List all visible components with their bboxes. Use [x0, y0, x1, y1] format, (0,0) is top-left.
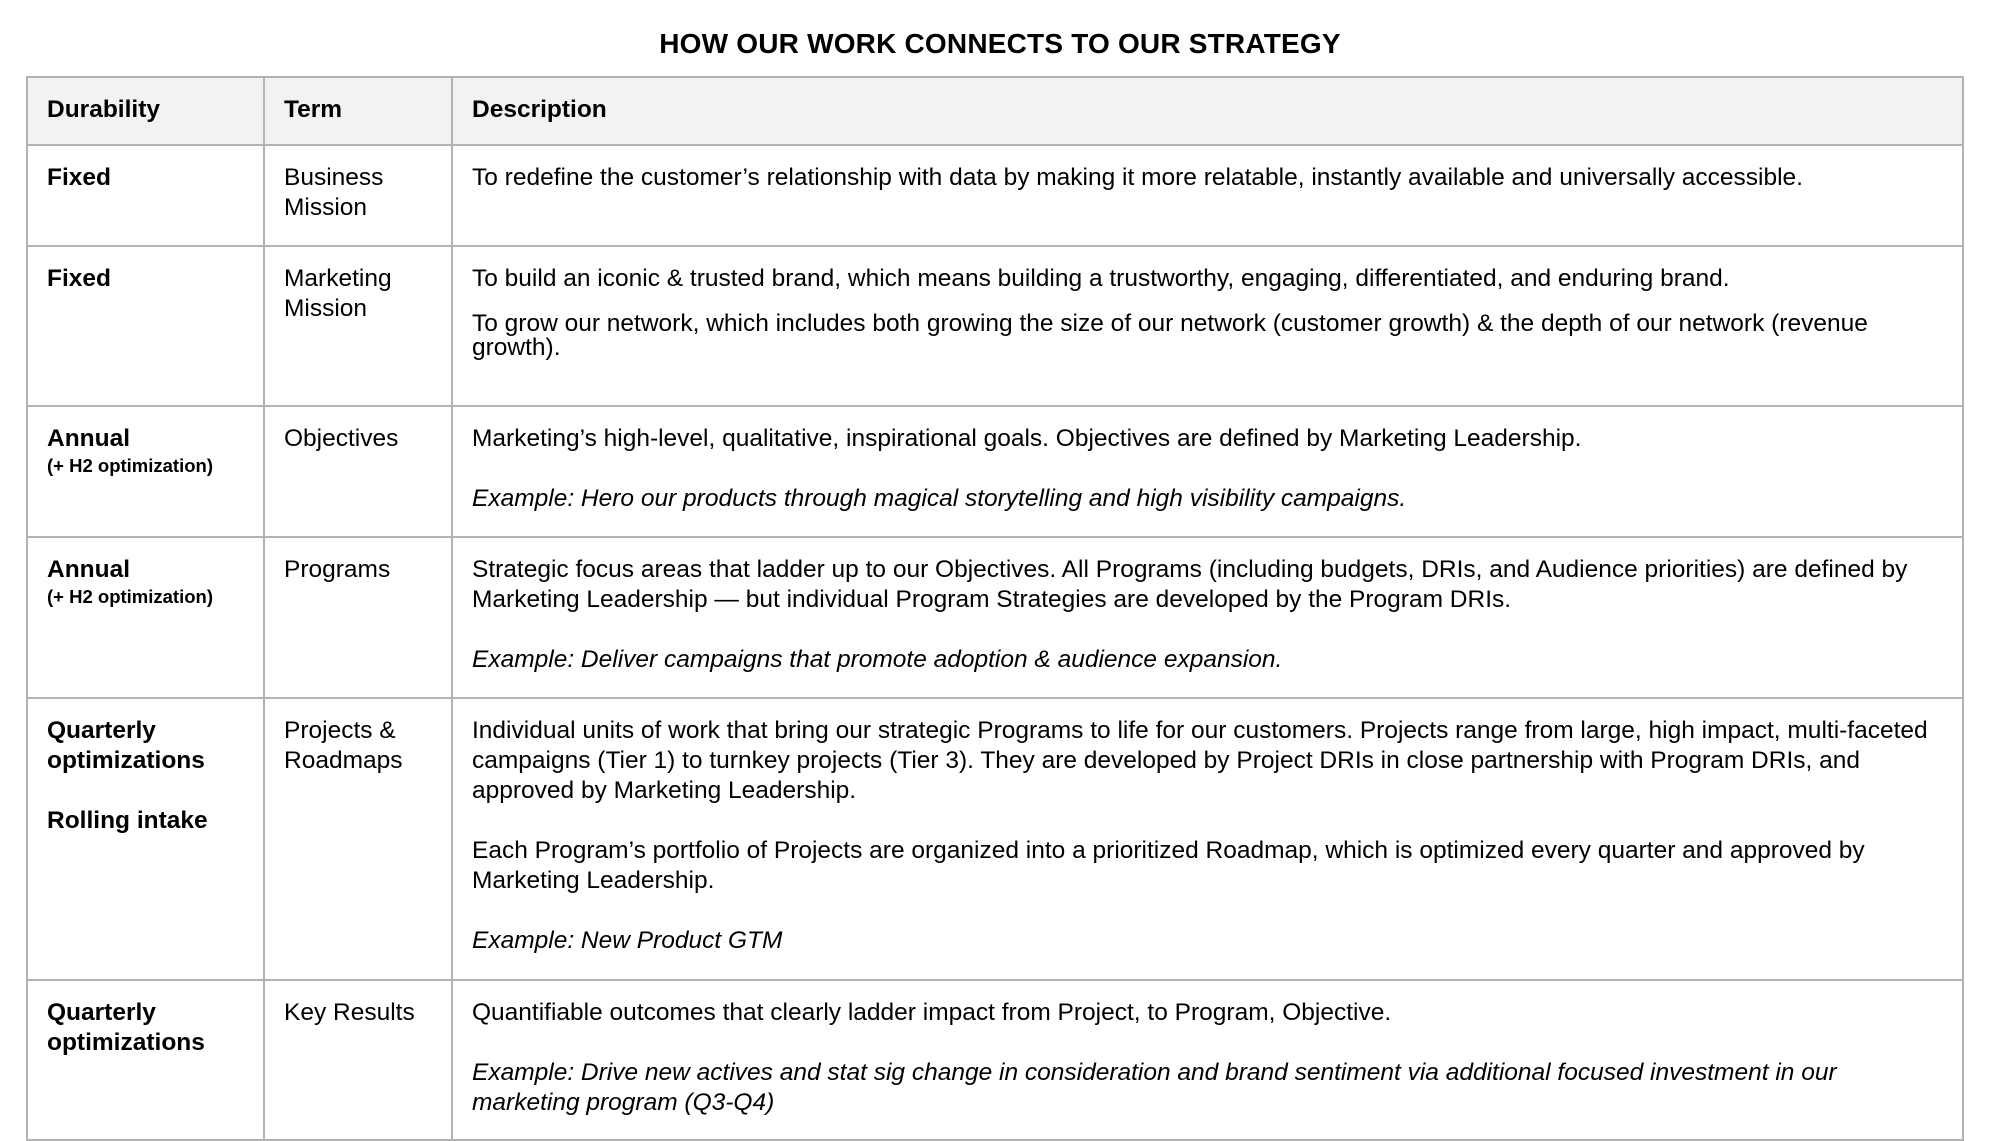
page-title: HOW OUR WORK CONNECTS TO OUR STRATEGY [659, 28, 1341, 59]
table-row [27, 246, 1963, 406]
description-cell [452, 145, 1963, 246]
table-row [27, 980, 1963, 1140]
description-cell [452, 406, 1963, 537]
durability-cell [27, 980, 264, 1140]
term-cell [264, 145, 452, 246]
header-durability: Durability [27, 77, 264, 145]
example-text: Example: Drive new actives and stat sig change in consideration and brand sentiment via additional focused investment in our marketing program (Q3-Q4) [472, 1059, 1837, 1116]
durability-note: (+ H2 optimization) [47, 586, 213, 607]
description-text: Each Program’s portfolio of Projects are organized into a prioritized Roadmap, which is optimized every quarter and approved by Marketing Leadership. [472, 837, 1865, 894]
term-line: Projects & [284, 717, 396, 744]
table-row [27, 537, 1963, 698]
durability-label: Quarterly [47, 717, 156, 744]
term-label: Programs [284, 556, 391, 583]
example-text: Example: Hero our products through magical storytelling and high visibility campaigns. [472, 485, 1407, 512]
durability-note: (+ H2 optimization) [47, 455, 213, 476]
durability-label: Annual [47, 556, 131, 583]
term-cell [264, 246, 452, 406]
term-line: Mission [284, 295, 368, 322]
description-text: To grow our network, which includes both growing the size of our network (customer growth) & the depth of our network (revenue growth). [472, 310, 1868, 361]
durability-cell [27, 145, 264, 246]
term-cell [264, 698, 452, 980]
term-cell [264, 537, 452, 698]
durability-label: optimizations [47, 747, 205, 774]
table-row [27, 145, 1963, 246]
durability-cell [27, 406, 264, 537]
header-description: Description [452, 77, 1963, 145]
example-text: Example: New Product GTM [472, 927, 783, 954]
example-text: Example: Deliver campaigns that promote adoption & audience expansion. [472, 646, 1283, 673]
description-text: Quantifiable outcomes that clearly ladder impact from Project, to Program, Objective. [472, 999, 1392, 1026]
description-text: Marketing’s high-level, qualitative, inspirational goals. Objectives are defined by Marketing Leadership. [472, 425, 1582, 452]
term-cell [264, 980, 452, 1140]
description-cell [452, 537, 1963, 698]
durability-label: optimizations [47, 1029, 205, 1056]
table-header-row [27, 77, 1963, 145]
description-cell [452, 980, 1963, 1140]
durability-label-secondary: Rolling intake [47, 807, 208, 834]
term-cell [264, 406, 452, 537]
description-cell [452, 698, 1963, 980]
description-text: Strategic focus areas that ladder up to our Objectives. All Programs (including budgets, DRIs, and Audience priorities) are defined by Marketing Leadership — but individual Program Strategies are developed by the Program DRIs. [472, 556, 1908, 613]
description-cell [452, 246, 1963, 406]
description-text: To build an iconic & trusted brand, which means building a trustworthy, engaging, differentiated, and enduring brand. [472, 265, 1730, 292]
table-row [27, 406, 1963, 537]
durability-label: Fixed [47, 265, 111, 292]
term-label: Key Results [284, 999, 415, 1026]
term-line: Marketing [284, 265, 392, 292]
durability-label: Quarterly [47, 999, 156, 1026]
durability-label: Fixed [47, 164, 111, 191]
description-text: To redefine the customer’s relationship with data by making it more relatable, instantly available and universally accessible. [472, 164, 1803, 191]
durability-cell [27, 698, 264, 980]
term-line: Roadmaps [284, 747, 403, 774]
header-term: Term [264, 77, 452, 145]
table-row [27, 698, 1963, 980]
term-line: Mission [284, 194, 368, 221]
durability-cell [27, 537, 264, 698]
description-text: Individual units of work that bring our strategic Programs to life for our customers. Projects range from large, high impact, multi-faceted campaigns (Tier 1) to turnkey projects (Tier 3). They are developed by Project DRIs in close partnership with Program DRIs, and approved by Marketing Leadership. [472, 717, 1928, 804]
durability-label: Annual [47, 425, 131, 452]
term-label: Objectives [284, 425, 399, 452]
durability-cell [27, 246, 264, 406]
strategy-table [26, 76, 1964, 1141]
term-line: Business [284, 164, 384, 191]
